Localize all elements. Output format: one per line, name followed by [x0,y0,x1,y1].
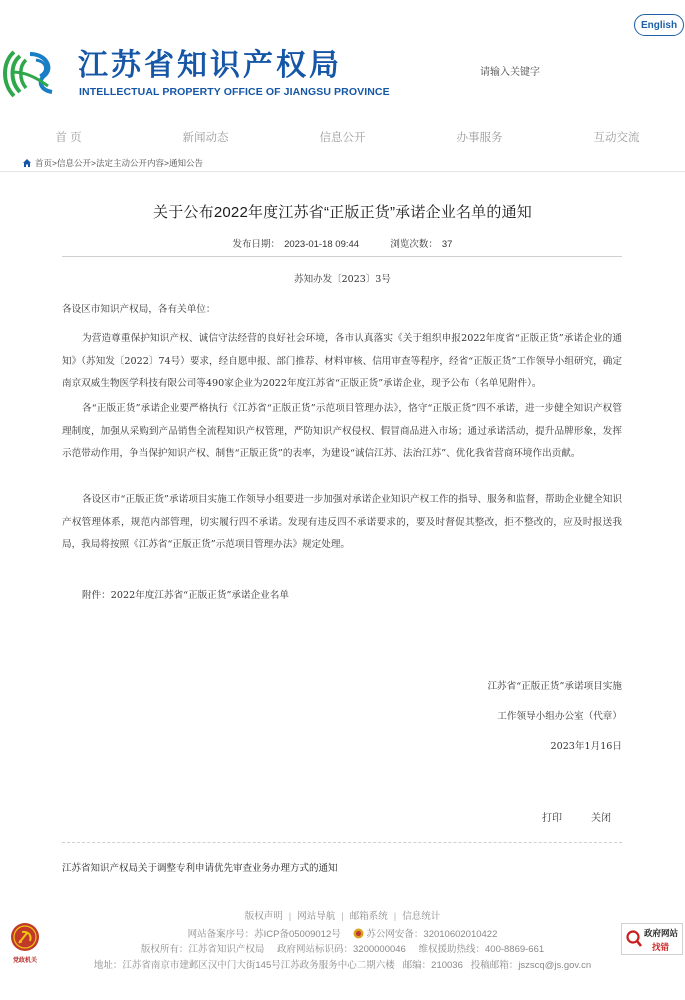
breadcrumb-home[interactable]: 首页 [35,158,53,168]
document-number: 苏知办发〔2023〕3号 [294,274,391,285]
nav-home[interactable]: 首 页 [55,132,82,144]
breadcrumb-separator: > [52,158,57,168]
signature-office: 工作领导小组办公室（代章） [497,711,622,722]
report-error-button[interactable] [621,923,683,955]
home-icon [22,158,32,168]
article-title: 关于公布2022年度江苏省“正版正货”承诺企业名单的通知 [153,204,532,221]
magnifier-icon [625,929,643,949]
site-subtitle: INTELLECTUAL PROPERTY OFFICE OF JIANGSU PROVINCE [79,86,390,98]
meta-divider [62,256,622,257]
views-count: 37 [441,239,453,250]
postcode-label: 邮编： [402,960,432,971]
main-nav [0,128,685,150]
police-number[interactable]: 32010602010422 [423,929,498,940]
footer-link-sitemap[interactable]: 网站导航 [297,911,336,922]
paragraph-3: 各设区市“正版正货”承诺项目实施工作领导小组要进一步加强对承诺企业知识产权工作的指导、服务和监督，帮助企业健全知识产权管理体系，规范内部管理，切实履行四不承诺。发现有违反四不承诺要求的，要及时督促其整改，拒不整改的，应及时报送我局，我局将按照《江苏省“正版正货”示范项目管理办法》规定处理。 [62,494,622,550]
content-divider [62,842,622,843]
nav-interaction[interactable]: 互动交流 [593,132,640,144]
footer-link-mail[interactable]: 邮箱系统 [349,911,388,922]
email-label: 投稿邮箱： [470,960,519,971]
office-logo [0,42,60,102]
police-badge-icon [353,928,364,939]
party-badge-label: 党政机关 [12,958,37,964]
breadcrumb-separator: > [163,158,169,168]
footer-link-copyright[interactable]: 版权声明 [244,911,283,922]
footer-link-stats[interactable]: 信息统计 [402,911,441,922]
paragraph-1: 为营造尊重保护知识产权、诚信守法经营的良好社会环境，各市认真落实《关于组织申报2022年度省“正版正货”承诺企业的通知》（苏知发〔2022〕74号）要求，经自愿申报、部门推荐、材料审核、信用审查等程序，经省“正版正货”工作领导小组研究，确定南京双威生物医学科技有限公司等490家企业为2022年度江苏省“正版正货”承诺企业，现予公布（名单见附件）。 [62,333,622,389]
nav-news[interactable]: 新闻动态 [182,132,229,144]
icp-label: 网站备案序号： [187,929,255,940]
icp-number[interactable]: 苏ICP备05009012号 [254,929,341,940]
article-meta [0,236,685,250]
hotline-label: 维权援助热线： [418,944,485,955]
site-code-label: 政府网站标识码： [276,944,353,955]
publish-date: 2023-01-18 09:44 [284,239,360,250]
print-button[interactable]: 打印 [542,813,562,824]
paragraph-2: 各“正版正货”承诺企业要严格执行《江苏省“正版正货”示范项目管理办法》，恪守“正版正货”四不承诺，进一步健全知识产权管理制度，加强从采购到产品销售全流程知识产权管理，严防知识产权侵权、假冒商品进入市场；通过承诺活动，提升品牌形象，发挥示范带动作用，争当保护知识产权、制售“正版正货”的表率，为建设“诚信江苏、法治江苏”、优化我省营商环境作出贡献。 [62,403,622,459]
footer-ownership [0,941,685,955]
english-button[interactable]: English [634,14,684,36]
related-article-link[interactable]: 江苏省知识产权局关于调整专利申请优先审查业务办理方式的通知 [62,863,338,874]
email[interactable]: jszscq@js.gov.cn [518,960,592,971]
breadcrumb [22,156,203,170]
publish-date-label: 发布日期： [232,239,281,250]
close-button[interactable]: 关闭 [591,813,611,824]
footer-address [0,957,685,971]
address: 江苏省南京市建邺区汉中门大街145号江苏政务服务中心二期六楼 [122,960,395,971]
nav-services[interactable]: 办事服务 [456,132,503,144]
site-title[interactable]: 江苏省知识产权局 [78,49,342,82]
search-input[interactable] [470,62,600,82]
breadcrumb-separator: > [91,158,96,168]
hotline-number: 400-8869-661 [485,944,545,955]
nav-info-disclosure[interactable]: 信息公开 [319,132,366,144]
breadcrumb-notices[interactable]: 通知公告 [168,158,203,168]
salutation: 各设区市知识产权局，各有关单位： [62,304,216,315]
footer-links: 版权声明 | 网站导航 | 邮箱系统 | 信息统计 [244,911,441,922]
error-badge-title: 政府网站 [644,928,679,938]
address-label: 地址： [93,960,123,971]
footer-registration [0,926,685,940]
error-badge-subtitle: 找错 [652,942,670,952]
signature-date: 2023年1月16日 [550,741,622,752]
police-label: 苏公网安备： [366,929,424,940]
copyright-owner: 江苏省知识产权局 [188,944,265,955]
site-code: 3200000046 [353,944,406,955]
postcode: 210036 [431,960,463,971]
header-divider [0,171,685,172]
breadcrumb-statutory-content[interactable]: 法定主动公开内容 [95,158,164,168]
copyright-label: 版权所有： [140,944,189,955]
signature-org: 江苏省“正版正货”承诺项目实施 [487,681,622,692]
breadcrumb-info-disclosure[interactable]: 信息公开 [56,158,91,168]
views-label: 浏览次数： [390,239,438,250]
attachment-link[interactable]: 附件：2022年度江苏省“正版正货”承诺企业名单 [82,590,289,601]
